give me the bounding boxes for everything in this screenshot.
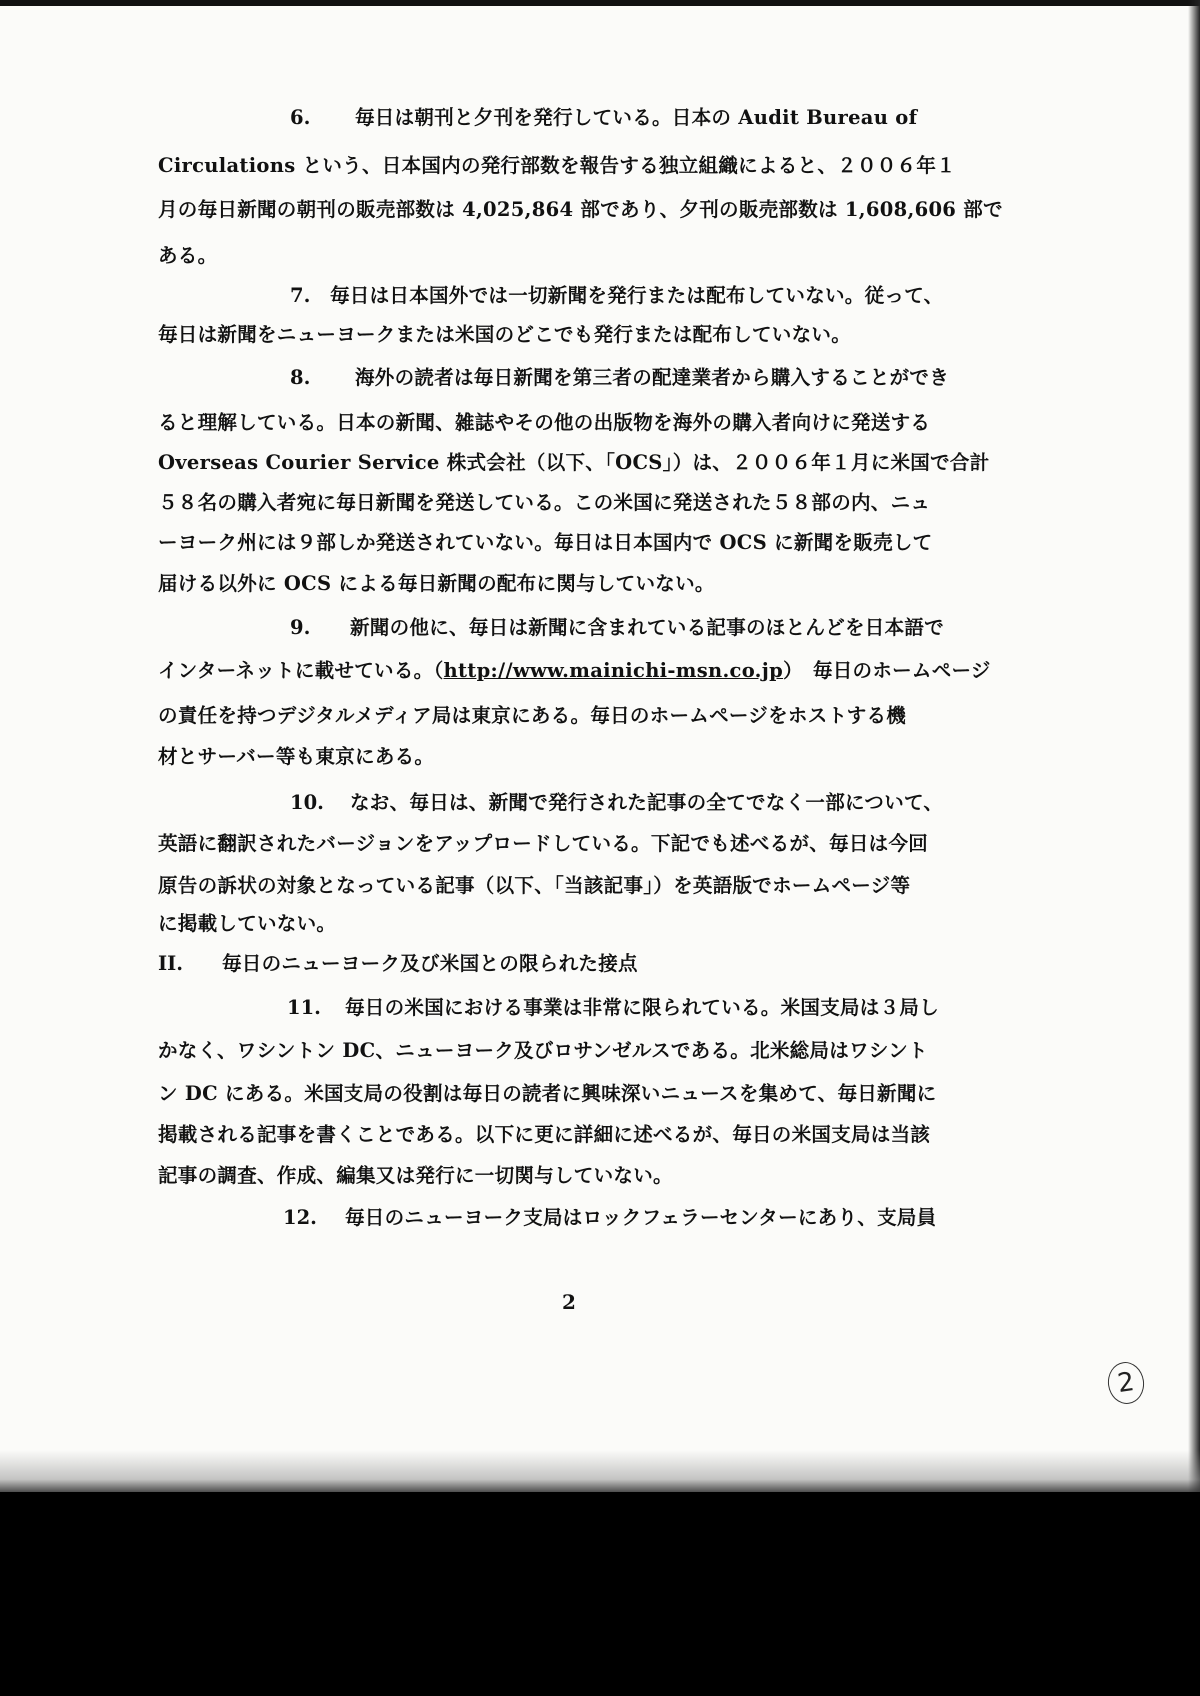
paragraph-number: 12. [283, 1206, 317, 1229]
paragraph-line: 材とサーバー等も東京にある。 [158, 745, 435, 768]
paragraph-line: 月の毎日新聞の朝刊の販売部数は 4,025,864 部であり、夕刊の販売部数は 1,608,606 部で [158, 198, 1003, 221]
paragraph-number: 6. [290, 106, 311, 129]
paragraph-text: ） 毎日のホームページ [783, 659, 991, 682]
paragraph-number: 9. [290, 616, 311, 639]
section-title: 毎日のニューヨーク及び米国との限られた接点 [222, 952, 638, 975]
scan-right-edge [1188, 0, 1200, 1492]
paragraph-number: 10. [290, 791, 324, 814]
section-number: II. [158, 952, 184, 975]
paragraph-line: ーヨーク州には９部しか発送されていない。毎日は日本国内で OCS に新聞を販売して [158, 531, 933, 554]
paragraph-line: Overseas Courier Service 株式会社（以下、「OCS」）は、２００６年１月に米国で合計 [158, 451, 990, 474]
paragraph-number: 8. [290, 366, 311, 389]
paragraph-line: 海外の読者は毎日新聞を第三者の配達業者から購入することができ [355, 366, 950, 389]
paragraph-number: 11. [287, 996, 321, 1019]
paragraph-line: なお、毎日は、新聞で発行された記事の全てでなく一部について、 [350, 791, 944, 814]
scan-top-edge [0, 0, 1200, 6]
handwritten-page-mark: 2 [1105, 1360, 1146, 1407]
paragraph-line: かなく、ワシントン DC、ニューヨーク及びロサンゼルスである。北米総局はワシント [158, 1039, 928, 1062]
paragraph-line: 毎日の米国における事業は非常に限られている。米国支局は３局し [345, 996, 939, 1019]
paragraph-line: 原告の訴状の対象となっている記事（以下、「当該記事」）を英語版でホームページ等 [158, 874, 911, 897]
scan-bottom-shadow [0, 1450, 1200, 1492]
paragraph-line: 毎日は新聞をニューヨークまたは米国のどこでも発行または配布していない。 [158, 323, 852, 346]
paragraph-line: ン DC にある。米国支局の役割は毎日の読者に興味深いニュースを集めて、毎日新聞に [158, 1082, 937, 1105]
paragraph-line: に掲載していない。 [158, 912, 337, 935]
paragraph-line: 毎日は朝刊と夕刊を発行している。日本の Audit Bureau of [355, 106, 918, 129]
paragraph-line [158, 658, 991, 684]
paragraph-line: 毎日は日本国外では一切新聞を発行または配布していない。従って、 [330, 284, 944, 307]
paragraph-number: 7. [290, 284, 311, 307]
homepage-link[interactable]: http://www.mainichi-msn.co.jp [443, 659, 784, 682]
paragraph-line: ５８名の購入者宛に毎日新聞を発送している。この米国に発送された５８部の内、ニュ [158, 491, 931, 514]
paragraph-line: 掲載される記事を書くことである。以下に更に詳細に述べるが、毎日の米国支局は当該 [158, 1123, 931, 1146]
paragraph-line: 英語に翻訳されたバージョンをアップロードしている。下記でも述べるが、毎日は今回 [158, 832, 929, 855]
paragraph-line: 新聞の他に、毎日は新聞に含まれている記事のほとんどを日本語で [350, 616, 945, 639]
paragraph-line: 毎日のニューヨーク支局はロックフェラーセンターにあり、支局員 [345, 1206, 937, 1229]
paragraph-line: 届ける以外に OCS による毎日新聞の配布に関与していない。 [158, 572, 715, 595]
page-number: 2 [562, 1290, 576, 1314]
paragraph-line: ある。 [158, 244, 218, 267]
paragraph-line: ると理解している。日本の新聞、雑誌やその他の出版物を海外の購入者向けに発送する [158, 411, 931, 434]
paragraph-text: インターネットに載せている。（ [158, 659, 444, 682]
paragraph-line: 記事の調査、作成、編集又は発行に一切関与していない。 [158, 1164, 673, 1187]
paragraph-line: Circulations という、日本国内の発行部数を報告する独立組織によると、２００６年１ [158, 154, 956, 177]
paragraph-line: の責任を持つデジタルメディア局は東京にある。毎日のホームページをホストする機 [158, 704, 907, 727]
